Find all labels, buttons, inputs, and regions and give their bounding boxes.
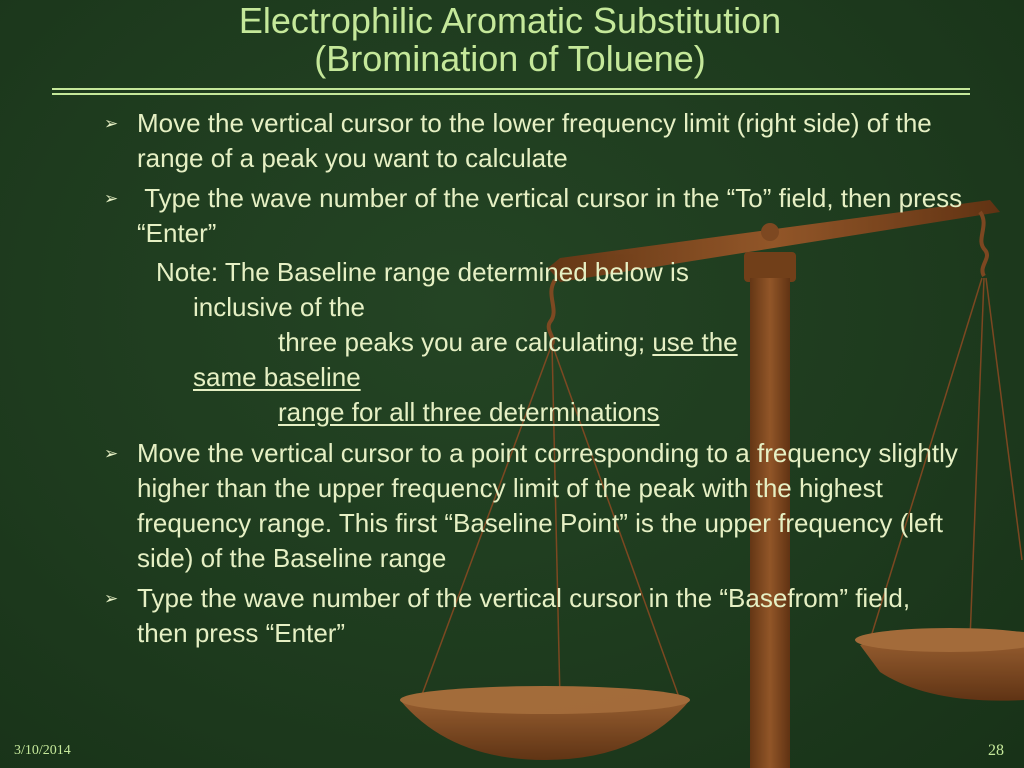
- bullet-arrow-icon: ➢: [104, 189, 119, 208]
- bullet-text: Type the wave number of the vertical cursor in the “Basefrom” field, then press “Enter”: [137, 583, 911, 648]
- note-emphasis: use the: [652, 327, 738, 357]
- slide-body: [104, 106, 970, 656]
- footer-date: 3/10/2014: [14, 743, 71, 758]
- bullet-item: [104, 581, 964, 651]
- bullet-arrow-icon: ➢: [104, 589, 119, 608]
- title-line-1: Electrophilic Aromatic Substitution: [238, 0, 782, 41]
- bullet-arrow-icon: ➢: [104, 114, 119, 133]
- bullet-text: Type the wave number of the vertical cursor in the “To” field, then press “Enter”: [137, 183, 970, 248]
- note-emphasis: range for all three determinations: [278, 397, 660, 427]
- note-line-3-text: three peaks you are calculating;: [278, 327, 653, 357]
- note-line-2: inclusive of the: [193, 292, 365, 322]
- bullet-item: [104, 181, 970, 251]
- note-line-3: [156, 325, 964, 360]
- note-line-5: [156, 395, 964, 430]
- bullet-text: Move the vertical cursor to the lower frequency limit (right side) of the range of a peak you want to calculate: [137, 108, 932, 173]
- slide-number: 28: [988, 742, 1004, 759]
- note-line-4: [156, 360, 964, 395]
- bullet-arrow-icon: ➢: [104, 444, 119, 463]
- bullet-text: Move the vertical cursor to a point corresponding to a frequency slightly higher than the upper frequency limit of the peak with the highest frequency range. This first “Baseline Point” is the upper frequency (left side) of the Baseline range: [137, 438, 958, 573]
- bullet-item: [104, 436, 964, 576]
- note-line-1: Note: The Baseline range determined below is: [156, 257, 689, 287]
- note-emphasis: same baseline: [193, 362, 361, 392]
- title-divider: [52, 88, 970, 95]
- title-line-2: (Bromination of Toluene): [314, 38, 706, 79]
- slide-title: [80, 2, 940, 78]
- note-block: [156, 255, 964, 430]
- bullet-item: [104, 106, 964, 176]
